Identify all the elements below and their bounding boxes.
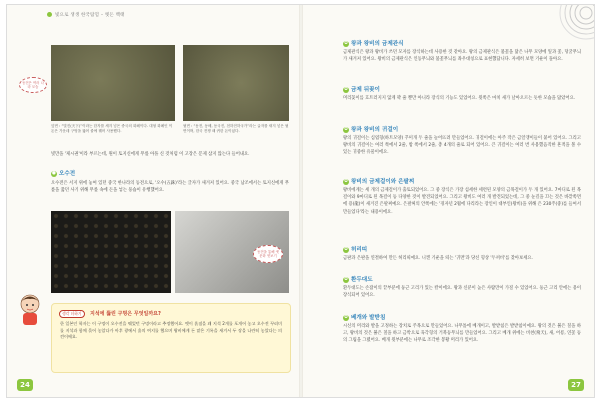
section-heading: ✿ 왕과 왕비의 귀걸이: [344, 126, 399, 133]
section-heading: ✿ 환두대도: [344, 276, 373, 283]
section-bullet-icon: ✿: [344, 314, 348, 320]
section-bullet-icon: ✿: [344, 276, 348, 282]
section-bullet-icon: ✿: [344, 40, 348, 46]
book-spread: [6, 4, 595, 398]
section-bullet-icon: ✿: [344, 246, 348, 252]
section-text: 머리꽂이를 흐트러지지 않게 꽉 줄 뿐만 아니라 장식의 기능도 있었어요. 윗쪽은 마치 새가 날아오르는 듯한 모습을 닮았어요.: [343, 96, 576, 101]
tip-title: 지석에 뚫린 구멍은 무엇일까요?: [90, 311, 161, 317]
page-number-right: 27: [568, 379, 584, 391]
section-bullet-icon: ✿: [344, 86, 348, 92]
coin-collection-photo: [51, 211, 171, 293]
tip-label: 생각 더하기: [59, 310, 85, 318]
tip-box: [51, 303, 291, 373]
section-heading: ✿ 금제 뒤꽂이: [344, 86, 380, 93]
section-text: 금제관식은 왕과 왕비가 쓰던 모자를 장식하는데 사용한 것 같아요. 왕의 금제관식은 불꽃을 닮은 나무 모양에 잎과 꽃, 덩굴무늬가 새겨져 있어요. 왕비의 금제관식은 인동무늬와 불꽃무늬를 좌우대칭으로 표현했답니다. 자세히 보면 기운이 돌아요.: [343, 50, 581, 63]
section-heading: ✿ 왕비의 금제걸이와 은팔찌: [344, 178, 415, 185]
section-text: 시신의 머리와 발을 고정하는 장치로 주목으로 만들었어요. 나무틀에 베개이고, 발받침은 발받침이예요. 왕의 것은 붉은 칠을 하고, 왕비의 것은 붉은 칠을 하고 금박으로 육각형의 거북등무늬를 만들었어요. 그리고 베개 위에는 비천(飛天), 새, 어룡, 연꽃 등의 그림을 그렸어요. 베개 윗부분에는 나무로 조각한 봉황 머리가 있어요.: [343, 324, 581, 344]
annotation-bubble-1: 동전은 여러 나라 모습: [19, 77, 47, 93]
annotation-bubble-2: 동전을 통해 옛 문화 엿보기: [253, 245, 283, 263]
section-text: 왕비에게는 세 개의 금제걸이가 출토되었어요. 그 중 장식은 가장 섬세한 세련된 모양의 금목걸이가 두 개 있어요. 7마디로 된 목걸이와 9마디로 된 목걸이 등 다양한 것이 발견되었어요. 그리고 왕비도 여러 개 발견되었는데, 그 중 눈길을 끄는 것은 바깥쪽면에 용(龍)이 새겨진 은팔찌예요. 은팔찌의 안쪽에는 '경자년 2월에 다리라는 장인이 대부인(왕비)을 위해 은 230주(중)를 들여서 만들었다'라는 내용이에요.: [343, 188, 581, 215]
header-dot-icon: [47, 12, 52, 17]
page-number-left: 24: [17, 379, 33, 391]
section-text: 왕의 귀걸이는 심엽형(하트모양) 꾸미개 두 줄을 늘어뜨려 만들었어요. 귀걸이에는 아주 작은 금알갱이들이 붙어 있어요. 그리고 왕비의 귀걸이는 여러 쪽에서 2줄, 밤 쪽에서 2줄, 총 4개의 줄로 되어 있어요. 큰 귀걸이는 여러 번 사용했음직한 흔적을 볼 수 있는 귀중한 유물이에요.: [343, 136, 581, 156]
section-bullet-icon: ●: [52, 170, 56, 176]
left-page: [7, 5, 299, 397]
photo-caption-back: 뒷면 : “동전, 동배, 동국진, 천하전하국가”라는 글자를 새겨 넣은 뒷면이며, 한국 전쟁 때 귀한 돈이었다.: [183, 124, 289, 133]
wuzhu-paragraph: 오수전은 서지 위에 놓여 있던 중국 한나라의 동전으로, '오수(五銖)'라는 글자가 새겨져 있어요. 중국 남조에서는 토지신에게 무릎을 꿇던 사기 위해 무릎 속에 돈을 넣는 풍습이 유행했어요.: [51, 181, 289, 194]
tip-text: 한 일본인 학자는 이 구멍이 오수전을 꿰었던 구멍이라고 추정했어요. 옛이 흙점을 꽤 지석 2개를 포개어 놓고 오수전 꾸러미를 지석과 함께 묶어 놓았다가 아후 광에서 흙의 여지를 했으며 왕비에게 돈 맡은 기록을 새겨서 두 장을 나란히 놓았다는 의견이에요.: [60, 321, 282, 340]
intro-paragraph: 빛만을 '제시권'이라 부르는데, 원이 토지신에게 무릎 아플 신 것처럼 이 고장은 문제 삼지 않는다 들어내요.: [51, 152, 250, 157]
stone-tablet-photo-back: [183, 45, 289, 121]
wuzhu-heading: ● 오수전: [52, 170, 76, 177]
kid-character-icon: [16, 293, 44, 327]
section-text: 환두대도는 손잡이의 끝부분에 둥근 고리가 있는 칼이에요. 왕과 신분이 높은 사람만이 가질 수 있었어요. 둥근 고리 안에는 용이 장식되어 있어요.: [343, 286, 581, 299]
section-bullet-icon: ✿: [344, 178, 348, 184]
section-heading: ✿ 왕과 왕비의 금제관식: [344, 40, 404, 47]
section-text: 금판과 은판을 연결하여 만든 허리띠예요. 니켄 기운을 띄는 '귀면'과 당신 형상 '두꺼비'를 찾아보세요.: [343, 256, 533, 261]
section-heading: ✿ 베개와 발받침: [344, 314, 386, 321]
right-page: [303, 5, 594, 397]
section-heading: ✿ 허리띠: [344, 246, 368, 253]
page-header: 빛으로 생생 한국탐험 – 옛돈 백태: [47, 12, 125, 18]
photo-caption-front: 앞면 : “빛진(天下)”이라는 한자를 새겨 넣은 중국의 화폐이다. 대형 화폐인 이 돈은 가운데 구멍을 뚫어 줄에 꿰어 사용했다.: [51, 124, 173, 133]
section-bullet-icon: ✿: [344, 126, 348, 132]
stone-tablet-photo-front: [51, 45, 175, 121]
